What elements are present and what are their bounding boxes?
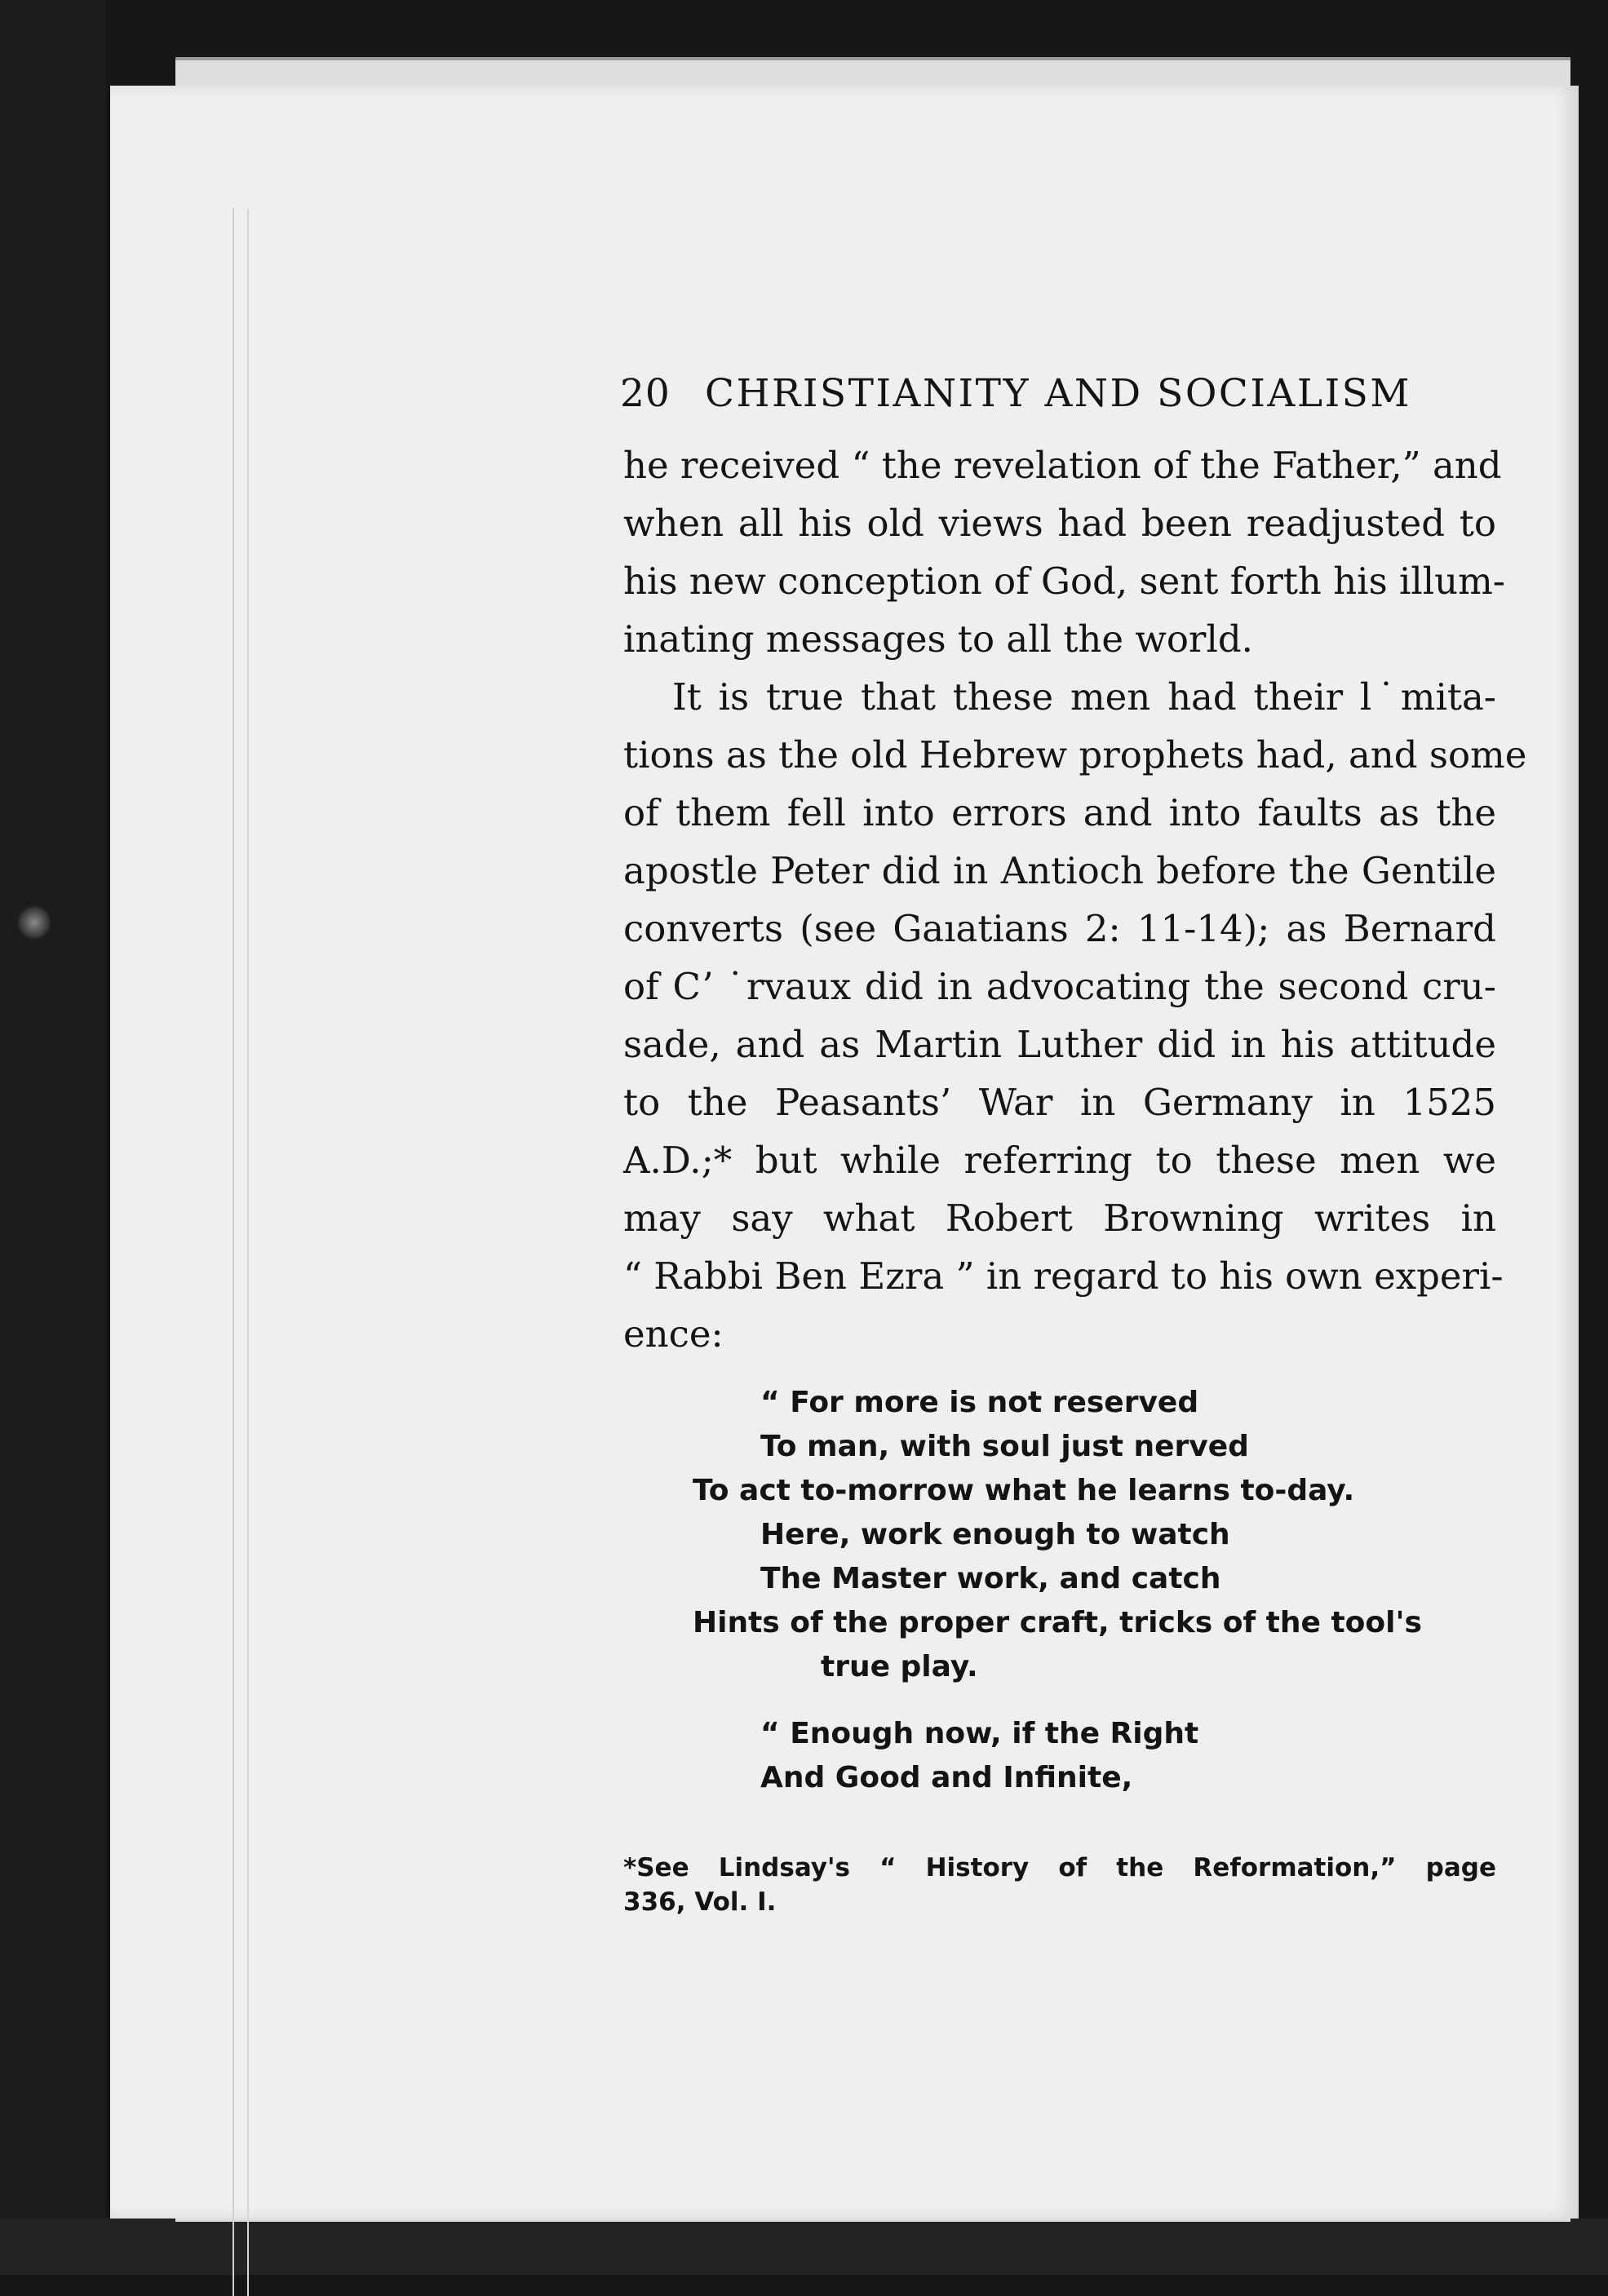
- text-line: inating messages to all the world.: [623, 617, 1253, 661]
- text-line: when all his old views had been readjusted to: [623, 502, 1496, 545]
- text-line: of them fell into errors and into faults as the: [623, 791, 1496, 834]
- text-line: ence:: [623, 1312, 724, 1356]
- text-line: his new conception of God, sent forth his illum-: [623, 560, 1506, 603]
- stanza-break: [623, 1689, 1496, 1712]
- page-number: 20: [620, 371, 671, 416]
- poem-line: The Master work, and catch: [760, 1562, 1221, 1595]
- poem-line: Here, work enough to watch: [760, 1518, 1230, 1551]
- text-line: sade, and as Martin Luther did in his attitude: [623, 1023, 1496, 1066]
- poem-line: “ Enough now, if the Right: [760, 1717, 1199, 1750]
- poem-line: To act to-morrow what he learns to-day.: [693, 1474, 1355, 1507]
- text-line: to the Peasants’ War in Germany in 1525: [623, 1081, 1496, 1124]
- scan-smudge: [18, 904, 51, 941]
- text-line: A.D.;* but while referring to these men we: [623, 1139, 1496, 1182]
- body-text: [623, 436, 1527, 1363]
- text-line: “ Rabbi Ben Ezra ” in regard to his own experi-: [623, 1254, 1504, 1298]
- page-text: [620, 371, 1527, 1919]
- footnote: [623, 1851, 1496, 1919]
- poem-line: And Good and Infinite,: [760, 1761, 1133, 1794]
- poem-line: To man, with soul just nerved: [760, 1430, 1249, 1463]
- poem-quotation: [623, 1381, 1496, 1800]
- text-line: It is true that these men had their l˙mita-: [672, 675, 1496, 719]
- text-line: of Cʼ ˙rvaux did in advocating the second cru-: [623, 965, 1496, 1008]
- text-line: may say what Robert Browning writes in: [623, 1197, 1496, 1240]
- footnote-line: 336, Vol. I.: [623, 1887, 777, 1917]
- footnote-line: *See Lindsay's “ History of the Reformation,” page: [623, 1853, 1496, 1882]
- text-line: he received “ the revelation of the Father,” and: [623, 444, 1502, 487]
- text-line: apostle Peter did in Antioch before the Gentile: [623, 849, 1496, 892]
- poem-line: “ For more is not reserved: [760, 1386, 1199, 1419]
- text-line: tions as the old Hebrew prophets had, and some: [623, 733, 1527, 776]
- running-title: CHRISTIANITY AND SOCIALISM: [705, 371, 1411, 416]
- poem-line: Hints of the proper craft, tricks of the tool's: [693, 1606, 1422, 1639]
- text-line: converts (see Gaıatians 2: 11-14); as Bernard: [623, 907, 1496, 950]
- poem-line: true play.: [821, 1650, 978, 1683]
- page-edge-shadow: [233, 208, 249, 2296]
- running-header: [620, 371, 1496, 428]
- scan-background: [0, 0, 106, 2275]
